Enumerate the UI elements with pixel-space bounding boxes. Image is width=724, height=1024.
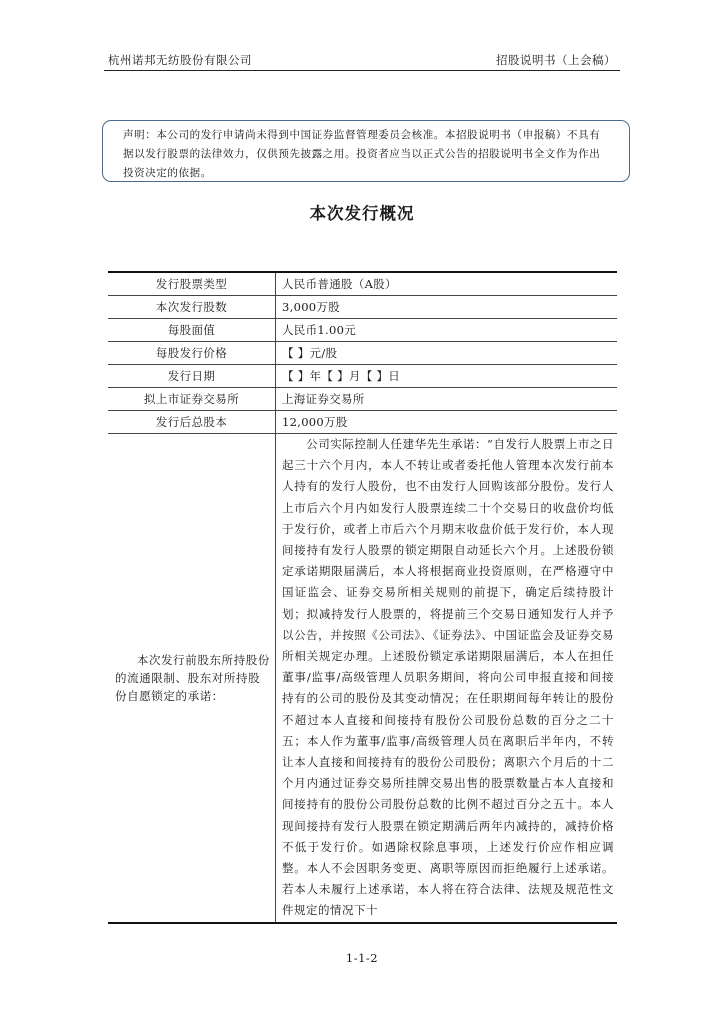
row-label-offer-price: 每股发行价格 [108,342,276,365]
row-label-offer-date: 发行日期 [108,365,276,388]
offering-overview-table [108,271,617,924]
row-label-lockup-commitment: 本次发行前股东所持股份的流通限制、股东对所持股份自愿锁定的承诺： [108,434,276,923]
table-row [108,388,617,411]
row-value-offer-price: 【 】元/股 [276,342,618,365]
row-value-par-value: 人民币1.00元 [276,319,618,342]
row-value-offer-date: 【 】年【 】月【 】日 [276,365,618,388]
table-row [108,342,617,365]
header-document-type: 招股说明书（上会稿） [496,53,616,67]
page-header [104,50,620,71]
row-label-shares-offered: 本次发行股数 [108,296,276,319]
table-row [108,319,617,342]
row-value-shares-offered: 3,000万股 [276,296,618,319]
page-number: 1-1-2 [345,951,379,965]
row-label-total-shares: 发行后总股本 [108,411,276,434]
table-row [108,296,617,319]
row-label-par-value: 每股面值 [108,319,276,342]
row-value-exchange: 上海证券交易所 [276,388,618,411]
table-row [108,434,617,923]
row-value-total-shares: 12,000万股 [276,411,618,434]
row-value-stock-type: 人民币普通股（A股） [276,272,618,296]
table-row [108,272,617,296]
table-row [108,365,617,388]
disclaimer-notice-box [102,120,630,182]
disclaimer-notice-text: 声明：本公司的发行申请尚未得到中国证券监督管理委员会核准。本招股说明书（申报稿）不具有据以发行股票的法律效力，仅供预先披露之用。投资者应当以正式公告的招股说明书全文作为作出投资决定的依据。 [123,129,601,179]
page-title: 本次发行概况 [309,204,415,223]
row-label-exchange: 拟上市证券交易所 [108,388,276,411]
table-row [108,411,617,434]
row-value-lockup-commitment: 公司实际控制人任建华先生承诺：“自发行人股票上市之日起三十六个月内，本人不转让或者委托他人管理本次发行前本人持有的发行人股份，也不由发行人回购该部分股份。发行人上市后六个月内如发行人股票连续二十个交易日的收盘价均低于发行价，或者上市后六个月期末收盘价低于发行价，本人现间接持有发行人股票的锁定期限自动延长六个月。上述股份锁定承诺期限届满后，本人将根据商业投资原则，在严格遵守中国证监会、证券交易所相关规则的前提下，确定后续持股计划；拟减持发行人股票的，将提前三个交易日通知发行人并予以公告，并按照《公司法》、《证券法》、中国证监会及证券交易所相关规定办理。上述股份锁定承诺期限届满后，本人在担任董事/监事/高级管理人员职务期间，将向公司申报直接和间接持有的公司的股份及其变动情况；在任职期间每年转让的股份不超过本人直接和间接持有股份公司股份总数的百分之二十五；本人作为董事/监事/高级管理人员在离职后半年内，不转让本人直接和间接持有的股份公司股份；离职六个月后的十二个月内通过证券交易所挂牌交易出售的股票数量占本人直接和间接持有的股份公司股份总数的比例不超过百分之五十。本人现间接持有发行人股票在锁定期满后两年内减持的，减持价格不低于发行价。如遇除权除息事项，上述发行价应作相应调整。本人不会因职务变更、离职等原因而拒绝履行上述承诺。若本人未履行上述承诺，本人将在符合法律、法规及规范性文件规定的情况下十 [276,434,618,923]
header-company-name: 杭州诺邦无纺股份有限公司 [108,53,252,67]
row-label-stock-type: 发行股票类型 [108,272,276,296]
